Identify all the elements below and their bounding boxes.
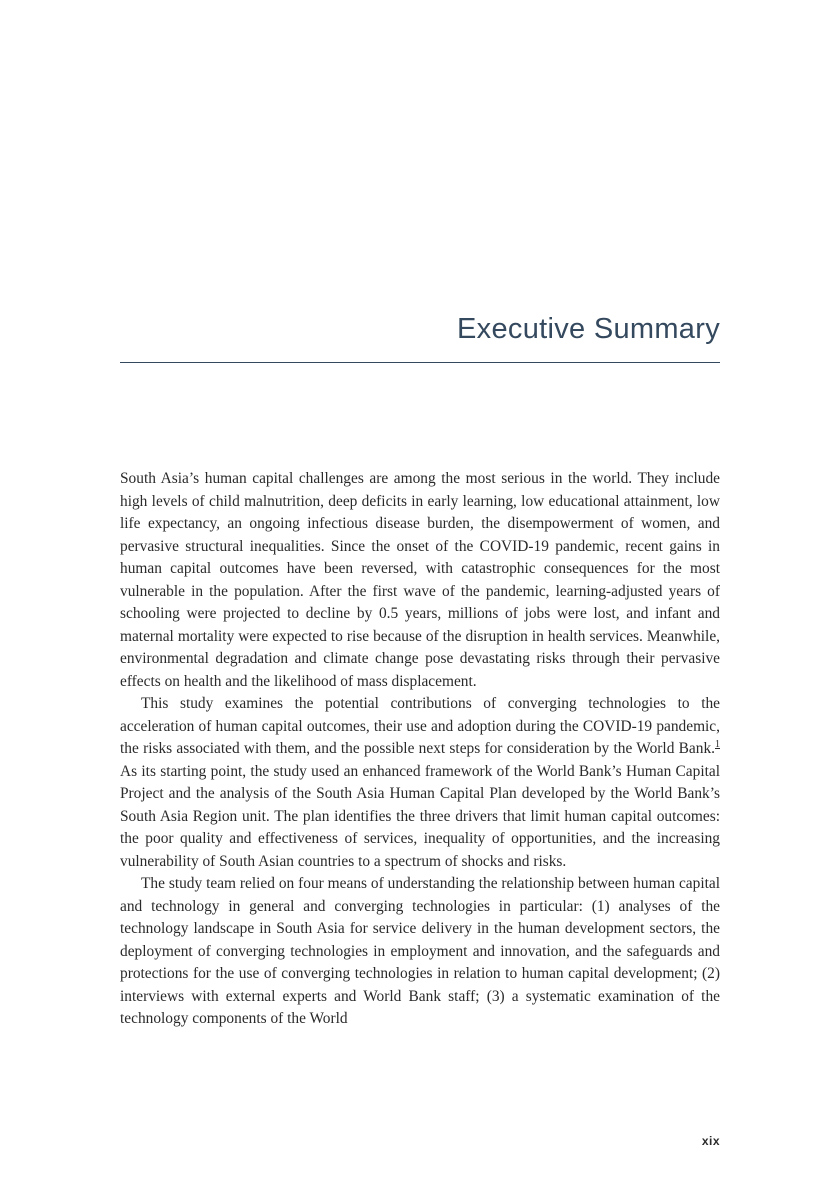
page-number: xix	[701, 1134, 720, 1148]
paragraph-1: South Asia’s human capital challenges are among the most serious in the world. They include high levels of child malnutrition, deep deficits in early learning, low educational attainment, low life expectancy, an ongoing infectious disease burden, the disempowerment of women, and pervasive structural inequalities. Since the onset of the COVID-19 pandemic, recent gains in human capital outcomes have been reversed, with catastrophic consequences for the most vulnerable in the population. After the first wave of the pandemic, learning-adjusted years of schooling were projected to decline by 0.5 years, millions of jobs were lost, and infant and maternal mortality were expected to rise because of the disruption in health services. Meanwhile, environmental degradation and climate change pose devastating risks through their pervasive effects on health and the likelihood of mass displacement.	[120, 470, 720, 690]
chapter-title: Executive Summary	[457, 313, 720, 345]
title-divider	[120, 362, 720, 363]
paragraph-3: The study team relied on four means of understanding the relationship between human capital and technology in general and converging technologies in particular: (1) analyses of the technology landscape in South Asia for service delivery in the human development sectors, the deployment of converging technologies in employment and innovation, and the safeguards and protections for the use of converging technologies in relation to human capital development; (2) interviews with external experts and World Bank staff; (3) a systematic examination of the technology components of the World	[120, 875, 720, 1027]
paragraph-2-text-before-note: This study examines the potential contributions of converging technologies to the acceleration of human capital outcomes, their use and adoption during the COVID-19 pandemic, the risks associated with them, and the possible next steps for consideration by the World Bank.	[120, 695, 720, 757]
paragraph-2	[120, 693, 720, 873]
body-text	[120, 468, 720, 1031]
footnote-reference-1[interactable]: 1	[715, 738, 720, 750]
paragraph-2-text-after-note: As its starting point, the study used an enhanced framework of the World Bank’s Human Capital Project and the analysis of the South Asia Human Capital Plan developed by the World Bank’s South Asia Region unit. The plan identifies the three drivers that limit human capital outcomes: the poor quality and effectiveness of services, inequality of opportunities, and the increasing vulnerability of South Asian countries to a spectrum of shocks and risks.	[120, 762, 720, 870]
